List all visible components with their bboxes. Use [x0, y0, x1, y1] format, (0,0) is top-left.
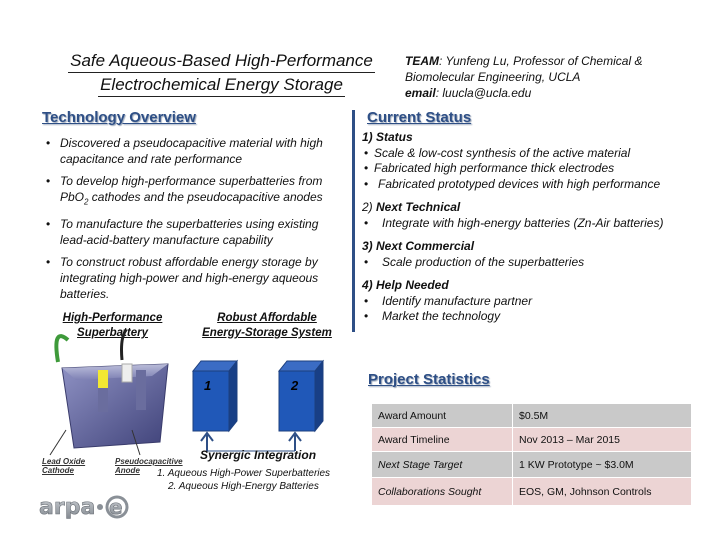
table-row [372, 478, 692, 506]
status-3-title: 3) Next Commercial [362, 239, 475, 253]
synergy-item-1: 1. Aqueous High-Power Superbatteries [157, 468, 331, 479]
lead-oxide-label [42, 457, 85, 475]
project-statistics-table [371, 403, 692, 506]
stat-label: Next Stage Target [372, 452, 513, 478]
email-text: : luucla@ucla.edu [435, 86, 532, 100]
energy-storage-caption-2: Energy-Storage System [202, 327, 332, 339]
current-status-list [362, 130, 702, 325]
status-3-item-1: • Scale production of the superbatteries [362, 255, 702, 271]
team-label: TEAM [405, 54, 439, 68]
table-row [372, 428, 692, 452]
tech-bullet-4: • To construct robust affordable energy storage by integrating high-power and high-energy aqueous batteries. [42, 254, 342, 302]
technology-overview-heading: Technology Overview [42, 109, 196, 126]
status-4-item-2: • Market the technology [362, 309, 702, 325]
title-line-1: Safe Aqueous-Based High-Performance [68, 50, 375, 73]
energy-storage-boxes [185, 355, 335, 455]
status-2-title [362, 200, 702, 216]
current-status-heading: Current Status [367, 109, 472, 126]
stat-value: Nov 2013 – Mar 2015 [513, 428, 692, 452]
synergy-item-2: 2. Aqueous High-Energy Batteries [168, 481, 319, 492]
email-label: email [405, 86, 436, 100]
stat-value: 1 KW Prototype ~ $3.0M [513, 452, 692, 478]
status-1-item-1: • Scale & low-cost synthesis of the active material [362, 146, 702, 162]
svg-text:e: e [109, 495, 123, 519]
status-2-num: 2) [362, 200, 377, 214]
status-1-item-3: • Fabricated prototyped devices with high performance [362, 177, 702, 193]
superbattery-caption-2: Superbattery [77, 327, 148, 339]
box-2-label: 2 [291, 378, 299, 393]
arpa-e-logo [37, 493, 147, 521]
title-line-2: Electrochemical Energy Storage [98, 74, 345, 97]
stat-label: Collaborations Sought [372, 478, 513, 506]
tech-bullet-2-post: cathodes and the pseudocapacitive anodes [88, 190, 323, 204]
team-text: : Yunfeng Lu, Professor of Chemical & Biomolecular Engineering, UCLA [405, 54, 643, 84]
energy-storage-caption [192, 311, 342, 341]
tech-bullet-1: • Discovered a pseudocapacitive material with high capacitance and rate performance [42, 135, 342, 167]
team-info [405, 53, 705, 101]
tech-bullet-3: • To manufacture the superbatteries using existing lead-acid-battery manufacture capability [42, 216, 342, 248]
superbattery-illustration [40, 330, 190, 460]
pseudocapacitive-label-1: Pseudocapacitive [115, 457, 183, 466]
project-statistics-heading: Project Statistics [368, 371, 490, 388]
stat-label: Award Amount [372, 404, 513, 428]
synergy-label: Synergic Integration [200, 448, 317, 462]
svg-text:arpa: arpa [39, 495, 96, 520]
status-1-title: 1) Status [362, 130, 413, 144]
table-row [372, 404, 692, 428]
status-4-item-1: • Identify manufacture partner [362, 294, 702, 310]
technology-overview-list [42, 135, 342, 308]
pseudocapacitive-label-2: Anode [115, 466, 140, 475]
status-2-label: Next Technical [376, 200, 461, 214]
tech-bullet-2 [42, 173, 342, 210]
status-2-item-1: • Integrate with high-energy batteries (Zn-Air batteries) [362, 216, 702, 232]
table-row [372, 452, 692, 478]
stat-value: $0.5M [513, 404, 692, 428]
stat-label: Award Timeline [372, 428, 513, 452]
superbattery-caption-1: High-Performance [62, 312, 163, 324]
status-4-title: 4) Help Needed [362, 278, 449, 292]
energy-storage-caption-1: Robust Affordable [217, 312, 317, 324]
page-title [55, 50, 388, 97]
synergy-list [157, 467, 330, 493]
lead-oxide-label-2: Cathode [42, 466, 74, 475]
stat-value: EOS, GM, Johnson Controls [513, 478, 692, 506]
tech-bullet-2-pre: To develop high-performance superbatteries from PbO [60, 174, 323, 204]
box-1-label: 1 [204, 378, 212, 393]
lead-oxide-label-1: Lead Oxide [42, 457, 86, 466]
status-1-item-2: • Fabricated high performance thick electrodes [362, 161, 702, 177]
tech-bullet-2-sub: 2 [84, 197, 89, 207]
column-divider [352, 110, 355, 332]
